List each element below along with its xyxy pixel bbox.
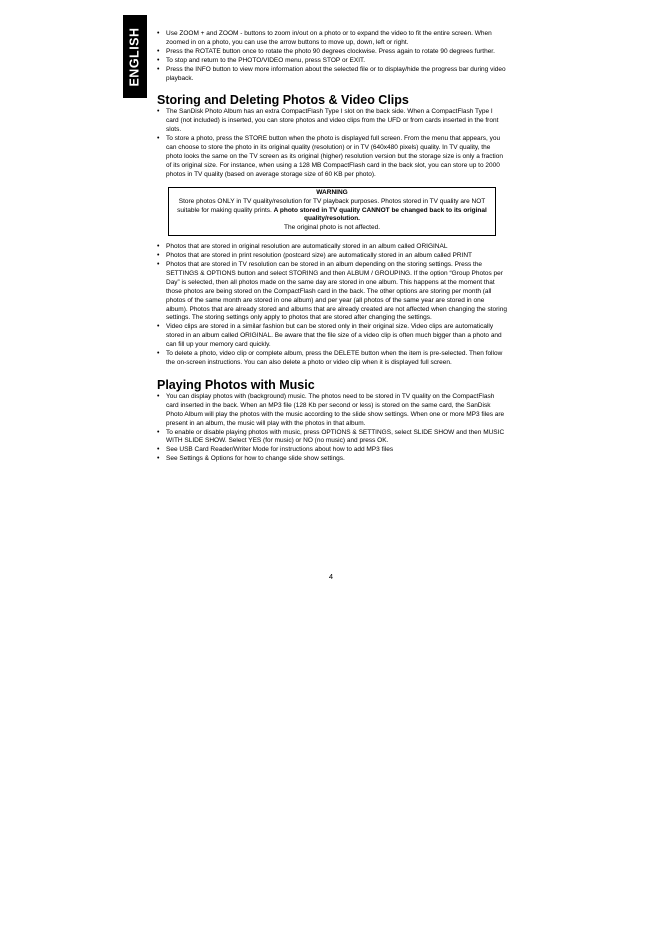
list-item: • See USB Card Reader/Writer Mode for instructions about how to add MP3 files xyxy=(157,446,507,455)
list-item: • Photos that are stored in original resolution are automatically stored in an album called ORIGINAL xyxy=(157,243,507,252)
warning-text: Store photos ONLY in TV quality/resolution for TV playback purposes. Photos stored in TV quality are NOT suitable for making quality prints. xyxy=(177,197,486,214)
language-tab xyxy=(123,15,147,98)
warning-text-bold: A photo stored in TV quality CANNOT be changed back to its original quality/resolution. xyxy=(273,206,487,223)
warning-title: WARNING xyxy=(316,188,348,196)
page-number: 4 xyxy=(328,572,334,581)
intro-bullet-list xyxy=(157,30,507,83)
list-item: • Press the INFO button to view more information about the selected file or to display/hide the progress bar during video playback. xyxy=(157,66,507,84)
storing-bullet-list xyxy=(157,108,507,179)
music-bullet-list xyxy=(157,393,507,464)
warning-note: The original photo is not affected. xyxy=(284,224,380,232)
warning-body xyxy=(173,198,491,225)
list-item: • Photos that are stored in print resolution (postcard size) are automatically stored in an album called PRINT xyxy=(157,252,507,261)
list-item: • To delete a photo, video clip or complete album, press the DELETE button when the item is pre-selected. Then follow the on-screen instructions. You can also delete a photo or video clip when it is displayed full screen. xyxy=(157,350,507,368)
page-content xyxy=(157,30,507,464)
section-heading-music: Playing Photos with Music xyxy=(157,377,315,392)
list-item: • See Settings & Options for how to change slide show settings. xyxy=(157,455,507,464)
list-item: • You can display photos with (background) music. The photos need to be stored in TV quality on the CompactFlash card inserted in the back. When an MP3 file (128 Kb per second or less) is stored on the same card, the SanDisk Photo Album will play the photos with the music according to the slide show settings. When one or more MP3 files are present in an album, the music will play with the photos in that album. xyxy=(157,393,507,429)
list-item: • Video clips are stored in a similar fashion but can be stored only in their original size. Video clips are automatically stored in an album called ORIGINAL. Be aware that the file size of a video clip is often much bigger than a photo and can fill up your memory card quickly. xyxy=(157,323,507,350)
list-item: • To store a photo, press the STORE button when the photo is displayed full screen. From the menu that appears, you can choose to store the photo in its original quality (resolution) or in TV (640x480 pixels) quality. In TV quality, the photo looks the same on the TV screen as its original (higher) resolution version but the storage size is only a fraction of its original size. For instance, when using a 128 MB CompactFlash card in the back slot, you can store up to 2000 photos in TV quality (based on average storage size of 60 KB per photo). xyxy=(157,135,507,180)
list-item: • Use ZOOM + and ZOOM - buttons to zoom in/out on a photo or to expand the video to fit the entire screen. When zoomed in on a photo, you can use the arrow buttons to move up, down, left or right. xyxy=(157,30,507,48)
list-item: • Press the ROTATE button once to rotate the photo 90 degrees clockwise. Press again to rotate 90 degrees further. xyxy=(157,48,507,57)
list-item: • Photos that are stored in TV resolution can be stored in an album depending on the storing settings. Press the SETTINGS & OPTIONS button and select STORING and then ALBUM / GROUPING. If the option “Group Photos per Day” is selected, then all photos made on the same day are stored in one album. This happens at the moment that those photos are being stored on the CompactFlash card in the back. The other options are storing per month (all photos of the same month are stored in one album) and per year (all photos of the same year are stored in one album). Photos that are already stored and albums that are already created are not affected when changing the storing settings. The storing settings only apply to photos that are stored after changing the settings. xyxy=(157,261,507,323)
list-item: • To stop and return to the PHOTO/VIDEO menu, press STOP or EXIT. xyxy=(157,57,507,66)
list-item: • To enable or disable playing photos with music, press OPTIONS & SETTINGS, select SLIDE SHOW and then MUSIC WITH SLIDE SHOW. Select YES (for music) or NO (no music) and press OK. xyxy=(157,429,507,447)
section-heading-storing: Storing and Deleting Photos & Video Clips xyxy=(157,93,409,108)
language-tab-label: ENGLISH xyxy=(128,26,142,87)
list-item: • The SanDisk Photo Album has an extra CompactFlash Type I slot on the back side. When a CompactFlash Type I card (not included) is inserted, you can store photos and video clips from the UFD or from cards inserted in the front slots. xyxy=(157,108,507,135)
storing-bullet-list-continued xyxy=(157,243,507,368)
warning-box xyxy=(168,187,496,237)
